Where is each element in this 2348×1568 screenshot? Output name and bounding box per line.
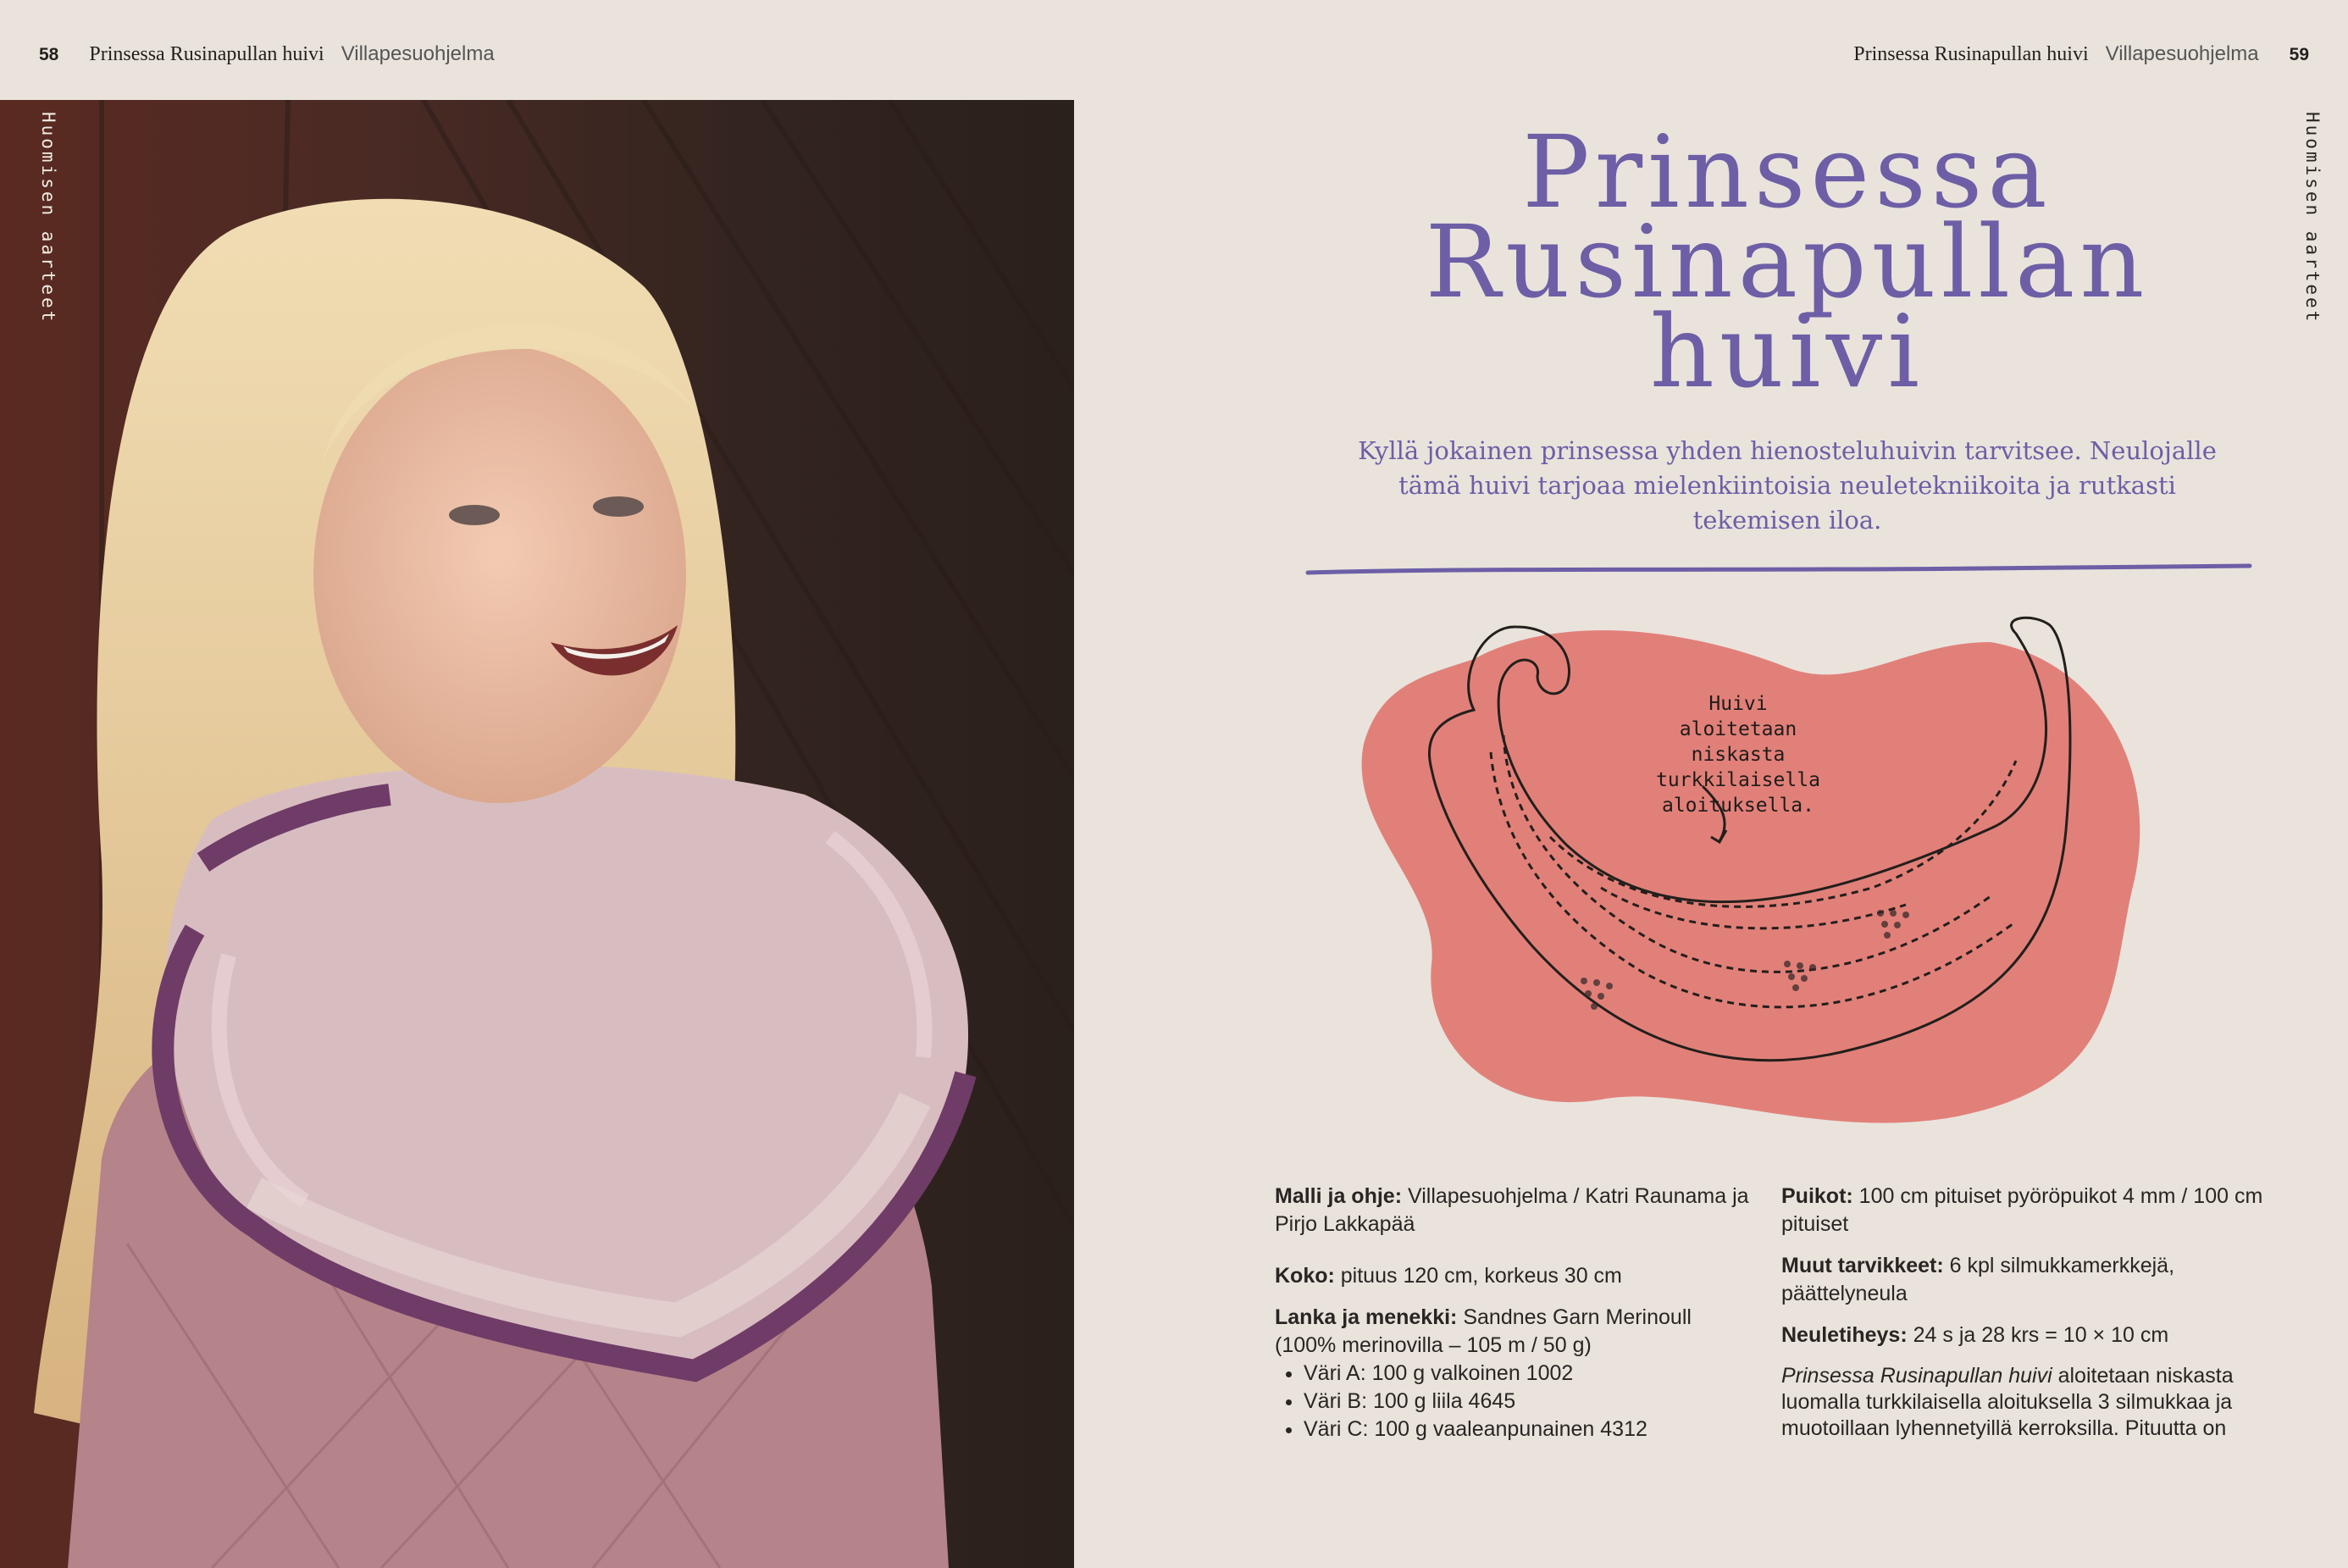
brush-divider [1304,561,2253,581]
yarn-color-list [1275,1360,1749,1443]
list-item: • Väri B: 100 g liila 4645 [1304,1388,1749,1416]
spec-label: Muut tarvikkeet: [1781,1254,1944,1277]
title-line: Prinsessa [1522,114,2052,230]
intro-text: aloitetaan niskasta luomalla turkkilaisella aloituksella 3 silmukkaa ja muotoillaan lyhennetyillä kerroksilla. Pituutta on [1781,1364,2234,1440]
section-label: Huomisen aarteet [38,112,58,324]
list-item: • Väri A: 100 g valkoinen 1002 [1304,1360,1749,1388]
spec-label: Neuletiheys: [1781,1323,1908,1347]
spec-label: Puikot: [1781,1184,1853,1208]
diagram-annotation: Huivi aloitetaan niskasta turkkilaisella aloituksella. [1656,693,1820,817]
spec-value: 6 kpl silmukkamerkkejä, päättelyneula [1781,1254,2175,1305]
specs-column-left [1275,1183,1749,1443]
spec-value: pituus 120 cm, korkeus 30 cm [1340,1264,1622,1288]
intro-paragraph [1781,1363,2273,1442]
lead-paragraph: Kyllä jokainen prinsessa yhden hienosteluhuivin tarvitsee. Neulojalle tämä huivi tarjoaa mielenkiintoisia neuletekniikoita ja rutkasti tekemisen iloa. [1358,436,2217,535]
header-book-title: Prinsessa Rusinapullan huivi [89,43,324,65]
spec-value: 100 cm pituiset pyöröpuikot 4 mm / 100 cm pituiset [1781,1184,2263,1236]
intro-title-italic: Prinsessa Rusinapullan huivi [1781,1364,2052,1388]
section-label: Huomisen aarteet [2302,112,2323,324]
spec-koko [1275,1262,1749,1290]
spec-lanka [1275,1304,1749,1360]
spec-value: 24 s ja 28 krs = 10 × 10 cm [1913,1323,2169,1347]
spec-label: Koko: [1275,1264,1335,1288]
list-item: • Väri C: 100 g vaaleanpunainen 4312 [1304,1416,1749,1443]
spec-value: Villapesuohjelma / Katri Raunama ja Pirjo Lakkapää [1275,1184,1749,1236]
title-line: huivi [1649,293,1925,410]
header-series: Villapesuohjelma [2105,42,2259,65]
header-series: Villapesuohjelma [341,42,495,65]
header-book-title: Prinsessa Rusinapullan huivi [1853,43,2089,65]
spec-label: Lanka ja menekki: [1275,1305,1458,1329]
photo-girl-with-shawl [0,100,1074,1568]
title-line: Rusinapullan [1425,203,2150,320]
page-number: 58 [39,45,59,64]
running-header-right [1853,42,2309,66]
spec-puikot [1781,1183,2273,1238]
pattern-title [1321,114,2253,410]
spec-neuletiheys [1781,1321,2273,1349]
spec-label: Malli ja ohje: [1275,1184,1403,1208]
spec-malli [1275,1183,1749,1238]
page-number: 59 [2289,45,2309,64]
spec-value: Sandnes Garn Merinoull (100% merinovilla – 105 m / 50 g) [1275,1305,1692,1357]
running-header-left [39,42,495,66]
spec-muut [1781,1252,2273,1308]
specs-column-right [1781,1183,2273,1455]
shawl-diagram [1347,608,2160,1133]
